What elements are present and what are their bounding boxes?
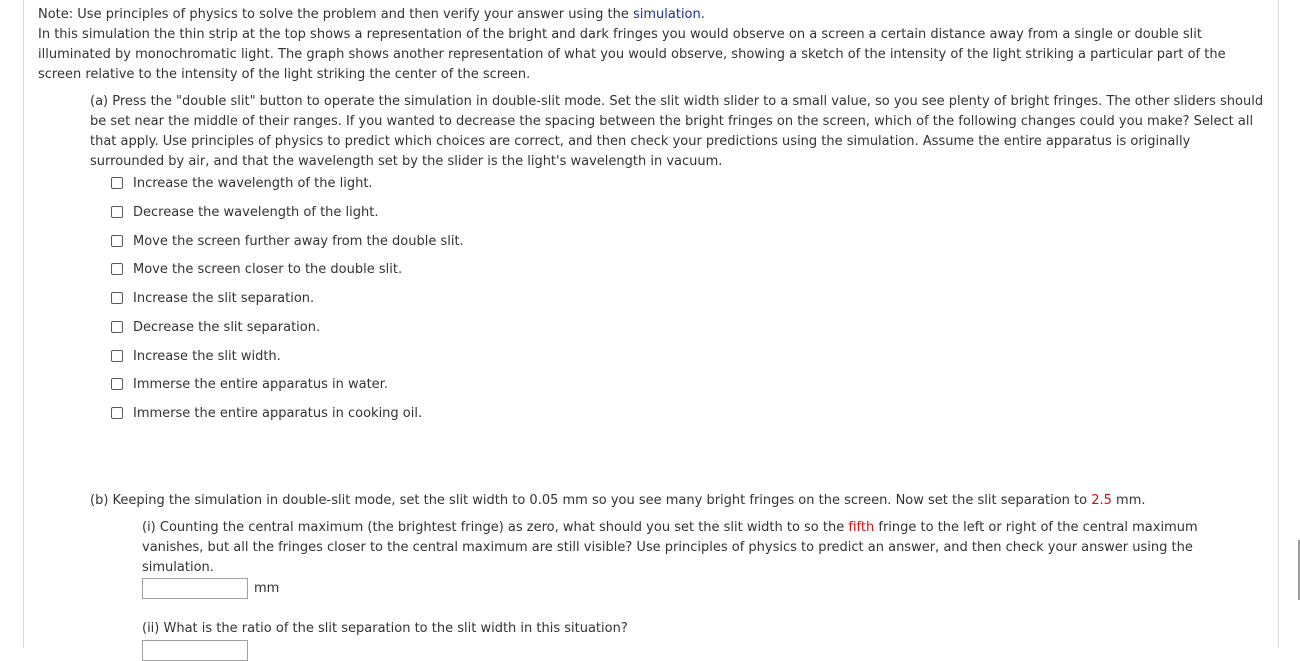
checkbox[interactable] [111, 292, 123, 304]
part-b-ii-text: (ii) What is the ratio of the slit separation to the slit width in this situation? [142, 621, 628, 636]
note-prefix: Note: Use principles of physics to solve the problem and then verify your answer using the [38, 7, 633, 22]
checkbox[interactable] [111, 177, 123, 189]
checkbox[interactable] [111, 350, 123, 362]
unit-label: mm [254, 581, 280, 596]
intro-section [38, 5, 1248, 85]
part-b-i-suffix: fringe to the left or right of the central maximum vanishes, but all the fringes closer to the central maximum are still visible? Use principles of physics to predict an answer, and then check your answer using the simulation. [142, 520, 1198, 575]
option-immerse-water[interactable] [111, 374, 388, 394]
checkbox[interactable] [111, 206, 123, 218]
option-decrease-separation[interactable] [111, 317, 320, 337]
note-suffix: . [700, 7, 705, 22]
part-b-question [90, 491, 1260, 511]
part-b-suffix: mm. [1111, 493, 1146, 508]
separation-value: 2.5 [1091, 493, 1112, 508]
part-b-i-text [142, 518, 1252, 578]
option-screen-further[interactable] [111, 231, 464, 251]
part-b-i-prefix: (i) Counting the central maximum (the brightest fringe) as zero, what should you set the slit width to so the [142, 520, 849, 535]
checkbox[interactable] [111, 378, 123, 390]
option-label: Increase the slit width. [133, 348, 281, 364]
checkbox[interactable] [111, 235, 123, 247]
part-a-question [90, 92, 1265, 172]
simulation-link[interactable]: simulation [632, 7, 701, 22]
option-label: Decrease the wavelength of the light. [133, 204, 379, 220]
slit-width-answer-input[interactable] [142, 578, 248, 599]
option-label: Decrease the slit separation. [133, 319, 321, 335]
option-immerse-oil[interactable] [111, 403, 422, 423]
checkbox[interactable] [111, 321, 123, 333]
part-b-i-answer-row [142, 578, 279, 599]
part-b-text [90, 491, 1260, 511]
part-b-prefix: (b) Keeping the simulation in double-slit mode, set the slit width to 0.05 mm so you see many bright fringes on the screen. Now set the slit separation to [90, 493, 1092, 508]
note-line [38, 5, 1248, 25]
ratio-answer-input[interactable] [142, 640, 248, 661]
option-screen-closer[interactable] [111, 259, 402, 279]
option-label: Move the screen further away from the double slit. [133, 233, 464, 249]
option-increase-wavelength[interactable] [111, 173, 373, 193]
option-label: Immerse the entire apparatus in cooking oil. [133, 405, 423, 421]
option-label: Increase the slit separation. [133, 290, 315, 306]
checkbox[interactable] [111, 263, 123, 275]
part-a-text: (a) Press the "double slit" button to operate the simulation in double-slit mode. Set the slit width slider to a small value, so you see plenty of bright fringes. The other sliders should be set near the middle of their ranges. If you wanted to decrease the spacing between the bright fringes on the screen, which of the following changes could you make? Select all that apply. Use principles of physics to predict which choices are correct, and then check your predictions using the simulation. Assume the entire apparatus is originally surrounded by air, and that the wavelength set by the slider is the light's wavelength in vacuum. [90, 94, 1264, 169]
part-b-i-question [142, 518, 1252, 578]
option-label: Increase the wavelength of the light. [133, 175, 373, 191]
option-label: Move the screen closer to the double slit. [133, 261, 403, 277]
option-decrease-wavelength[interactable] [111, 202, 378, 222]
intro-description: In this simulation the thin strip at the top shows a representation of the bright and dark fringes you would observe on a screen a certain distance away from a single or double slit illuminated by monochromatic light. The graph shows another representation of what you would observe, showing a sketch of the intensity of the light striking a particular part of the screen relative to the intensity of the light striking the center of the screen. [38, 27, 1226, 82]
fringe-ordinal: fifth [848, 520, 875, 535]
option-increase-separation[interactable] [111, 288, 314, 308]
part-b-ii-question [142, 619, 1252, 639]
checkbox[interactable] [111, 407, 123, 419]
option-label: Immerse the entire apparatus in water. [133, 376, 388, 392]
option-increase-slit-width[interactable] [111, 346, 281, 366]
